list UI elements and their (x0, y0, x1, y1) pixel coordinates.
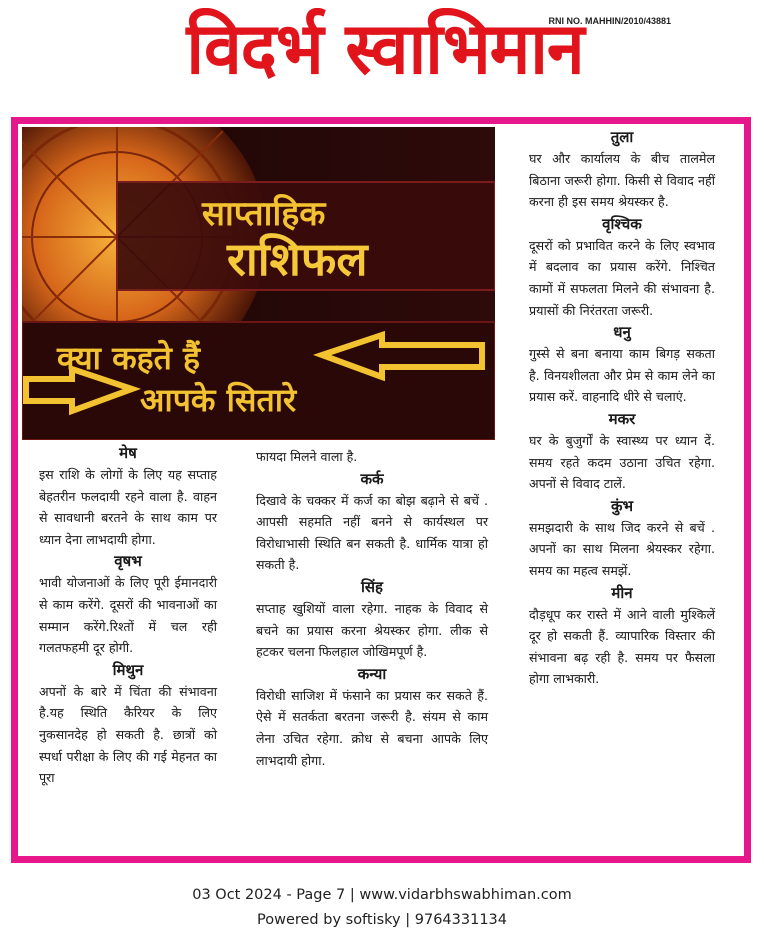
banner-line3: क्या कहते हैं (57, 339, 201, 377)
sign-heading: तुला (610, 128, 634, 146)
banner-line2: राशिफल (227, 232, 368, 286)
sign-text: इस राशि के लोगों के लिए यह सप्ताह बेहतरीन फलदायी रहने वाला है. वाहन से सावधानी बरतने के साथ काम पर ध्यान देना लाभदायी होगा. (39, 467, 217, 547)
column-1 (39, 442, 217, 789)
masthead (0, 0, 764, 110)
sign-text: भावी योजनाओं के लिए पूरी ईमानदारी से काम करेंगे. दूसरों की भावनाओं का सम्मान करेंगे.रिश्तों में चल रही गलतफहमी दूर होगी. (39, 575, 217, 656)
sign-text: दिखावे के चक्कर में कर्ज का बोझ बढ़ाने से बचें . आपसी सहमति नहीं बनने से कार्यस्थल पर विरोधाभासी स्थिति बन सकती है. धार्मिक यात्रा हो सकती है. (256, 492, 488, 573)
sign-heading: वृषभ (114, 552, 142, 571)
sign-heading: धनु (613, 323, 631, 342)
sign-text: सप्ताह खुशियों वाला रहेगा. नाहक के विवाद से बचने का प्रयास करना श्रेयस्कर होगा. लीक से हटकर चलना फिलहाल जोखिमपूर्ण है. (256, 600, 488, 660)
newspaper-title: विदर्भ स्वाभिमान (186, 8, 584, 91)
sign-heading: कन्या (357, 664, 387, 683)
sign-heading: मीन (611, 583, 633, 602)
sign-heading: मिथुन (112, 660, 144, 679)
continued-text: फायदा मिलने वाला है. (256, 449, 358, 464)
rni-number: RNI NO. MAHHIN/2010/43881 (548, 16, 671, 26)
column-3 (529, 126, 715, 690)
sign-text: दौड़धूप कर रास्ते में आने वाली मुश्किलें दूर हो सकती हैं. व्यापारिक विस्तार की संभावना बढ़ रही है. समय पर फैसला होगा लाभकारी. (529, 606, 715, 687)
footer-date-page-website: 03 Oct 2024 - Page 7 | www.vidarbhswabhiman.com (192, 887, 572, 903)
sign-text: अपनों के बारे में चिंता की संभावना है.यह स्थिति कैरियर के लिए नुकसानदेह हो सकती है. छात्रों को स्पर्धा परीक्षा के लिए की गई मेहनत का पूरा (39, 683, 217, 786)
sign-heading: कुंभ (610, 496, 634, 515)
sign-text: गुस्से से बना बनाया काम बिगड़ सकता है. विनयशीलता और प्रेम से काम लेने का प्रयास करें. वाहनादि धीरे से चलाएं. (529, 346, 715, 405)
banner-line1: साप्ताहिक (202, 194, 326, 234)
sign-heading: कर्क (360, 469, 384, 488)
sign-text: घर के बुजुर्गों के स्वास्थ्य पर ध्यान दें. समय रहते कदम उठाना उचित रहेगा. अपनों से विवाद टालें. (529, 432, 715, 492)
footer-powered-by: Powered by softisky | 9764331134 (256, 912, 507, 928)
sign-heading: मेष (119, 444, 137, 462)
horoscope-banner-image (22, 127, 495, 440)
sign-text: घर और कार्यालय के बीच तालमेल बिठाना जरूरी होगा. किसी से विवाद नहीं करना ही इस समय श्रेयस्कर है. (529, 151, 715, 210)
sign-heading: सिंह (361, 577, 383, 596)
sign-text: विरोधी साजिश में फंसाने का प्रयास कर सकते हैं. ऐसे में सतर्कता बरतना जरूरी है. संयम से काम लेना उचित रहेगा. क्रोध से बचना आपके लिए लाभदायी होगा. (256, 687, 488, 768)
sign-heading: मकर (608, 409, 636, 428)
banner-line4: आपके सितारे (140, 381, 297, 419)
sign-heading: वृश्चिक (602, 214, 642, 233)
sign-text: दूसरों को प्रभावित करने के लिए स्वभाव में बदलाव का प्रयास करेंगे. निश्चित कामों में सफलता मिलने की संभावना है. प्रयासों की निरंतरता जरूरी. (529, 237, 715, 318)
sign-text: समझदारी के साथ जिद करने से बचें . अपनों का साथ मिलना श्रेयस्कर रहेगा. समय का महत्व समझें. (529, 519, 715, 578)
column-2 (256, 446, 488, 771)
